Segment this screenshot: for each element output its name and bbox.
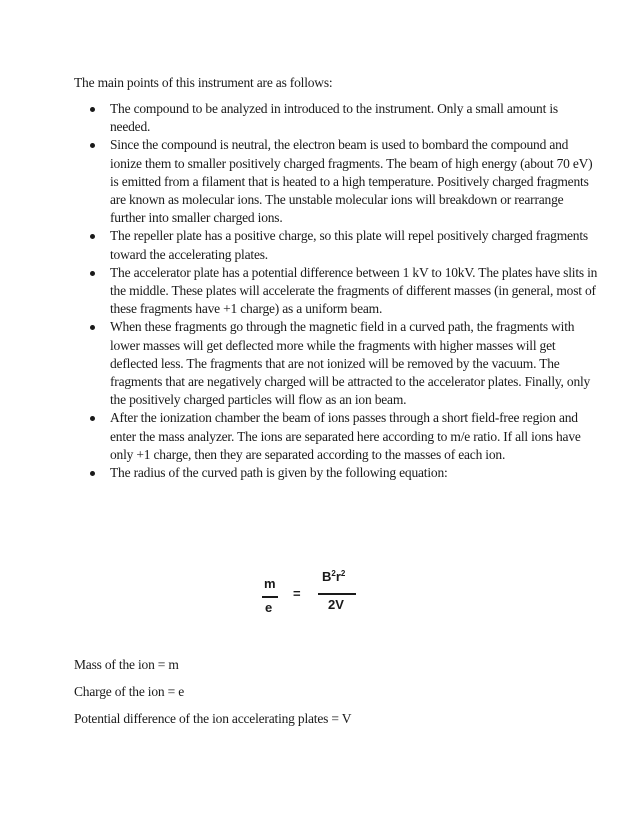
equation-lhs-denominator: e [265, 600, 273, 615]
equation-rhs-base-b: B [322, 569, 332, 584]
list-item-text: The radius of the curved path is given by the following equation: [110, 465, 448, 481]
radius-equation [262, 569, 362, 619]
equation-equals-sign: = [293, 586, 301, 601]
list-item [110, 264, 600, 319]
main-points-list [74, 100, 600, 482]
equation-rhs-denominator: 2V [328, 597, 344, 612]
definition-potential: Potential difference of the ion accelerating plates = V [74, 711, 352, 726]
bullet-icon [90, 471, 95, 476]
list-item-text: When these fragments go through the magnetic field in a curved path, the fragments with lower masses will get deflected more while the fragments with higher masses will get deflected less. The fragments that are not ionized will be removed by the vacuum. The fragments that are negatively charged will be attracted to the accelerator plates. Finally, only the positively charged particles will flow as an ion beam. [110, 319, 591, 408]
equation-rhs-numerator [322, 569, 345, 584]
bullet-icon [90, 143, 95, 148]
list-item-text: The compound to be analyzed in introduced to the instrument. Only a small amount is needed. [110, 101, 558, 135]
bullet-icon [90, 416, 95, 421]
list-item [110, 318, 600, 409]
bullet-icon [90, 271, 95, 276]
bullet-icon [90, 107, 95, 112]
definition-mass: Mass of the ion = m [74, 657, 179, 672]
equation-lhs-numerator: m [264, 576, 276, 591]
intro-paragraph: The main points of this instrument are as follows: [74, 75, 333, 90]
list-item [110, 409, 600, 464]
equation-rhs-exp-r: 2 [340, 569, 346, 578]
equation-rhs-exp-b: 2 [331, 569, 336, 578]
bullet-icon [90, 234, 95, 239]
list-item-text: The accelerator plate has a potential difference between 1 kV to 10kV. The plates have slits in the middle. These plates will accelerate the fragments of different masses (in general, most of these fragments have +1 charge) as a uniform beam. [110, 264, 598, 317]
list-item [110, 227, 600, 263]
list-item [110, 464, 600, 482]
equation-rhs-base-r: r [335, 569, 341, 584]
list-item-text: After the ionization chamber the beam of ions passes through a short field-free region and enter the mass analyzer. The ions are separated here according to m/e ratio. If all ions have only +1 charge, then they are separated according to the masses of each ion. [110, 410, 581, 462]
list-item-text: The repeller plate has a positive charge, so this plate will repel positively charged fragments toward the accelerating plates. [110, 228, 588, 262]
equation-rhs-fraction-bar [318, 593, 356, 595]
list-item-text: Since the compound is neutral, the electron beam is used to bombard the compound and ionize them to smaller positively charged fragments. The beam of high energy (about 70 eV) is emitted from a filament that is heated to a high temperature. Positively charged fragments are known as molecular ions. The unstable molecular ions will breakdown or rearrange further into smaller charged ions. [110, 137, 593, 226]
equation-lhs-fraction-bar [262, 596, 278, 598]
list-item [110, 136, 600, 227]
bullet-icon [90, 325, 95, 330]
definition-charge: Charge of the ion = e [74, 684, 185, 699]
list-item [110, 100, 600, 136]
